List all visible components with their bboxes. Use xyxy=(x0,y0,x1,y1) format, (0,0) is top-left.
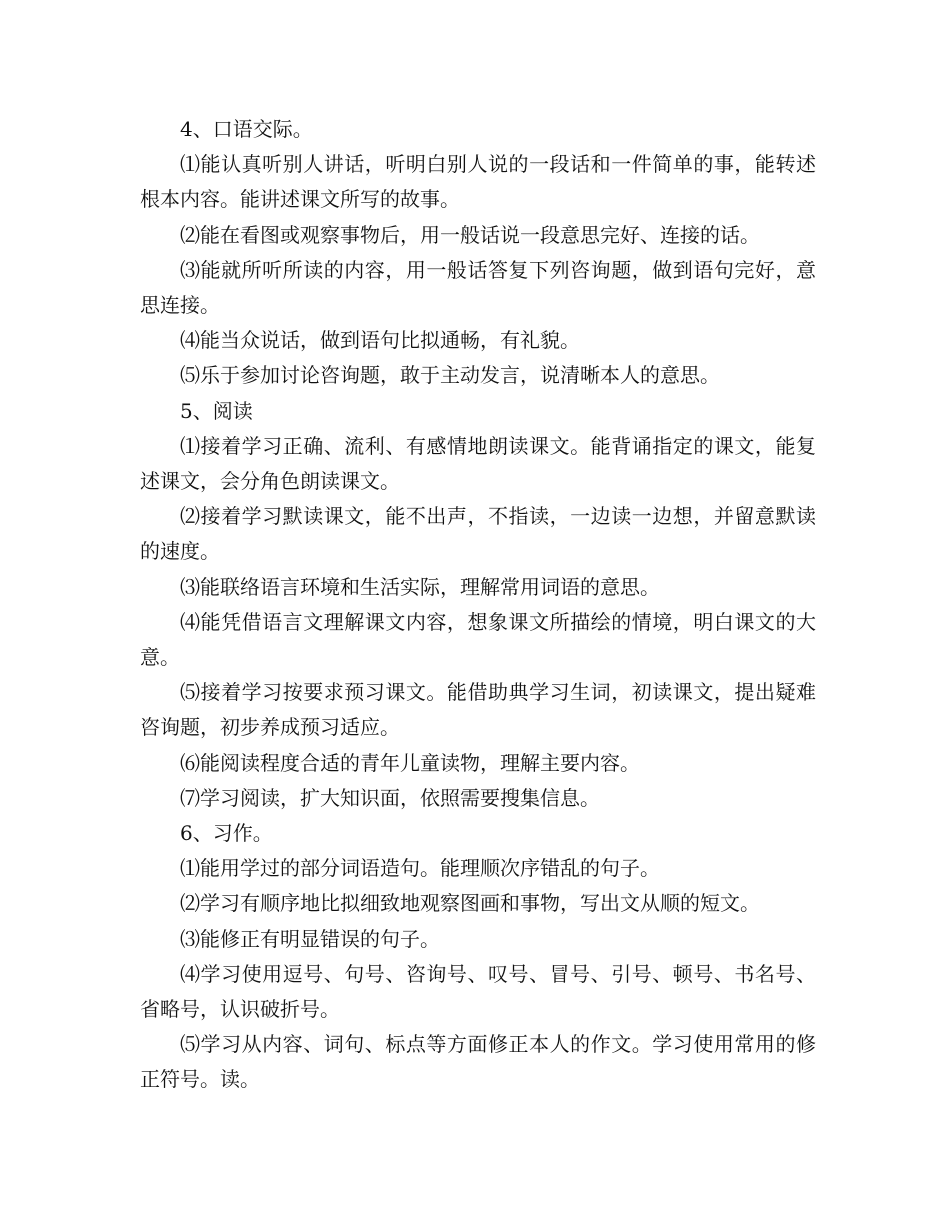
paragraph: ⑷能当众说话，做到语句比拟通畅，有礼貌。 xyxy=(180,328,580,353)
paragraph: ⑵学习有顺序地比拟细致地观察图画和事物，写出文从顺的短文。 xyxy=(180,891,760,916)
paragraph: ⑸学习从内容、词句、标点等方面修正本人的作文。学习使用常用的修正符号。读。 xyxy=(140,1032,816,1092)
document-body xyxy=(140,112,816,1098)
paragraph: ⑶能修正有明显错误的句子。 xyxy=(180,926,440,951)
paragraph: ⑴接着学习正确、流利、有感情地朗读课文。能背诵指定的课文，能复述课文，会分角色朗读课文。 xyxy=(140,433,816,494)
paragraph: ⑷能凭借语言文理解课文内容，想象课文所描绘的情境，明白课文的大意。 xyxy=(140,609,816,670)
paragraph: ⑸乐于参加讨论咨询题，敢于主动发言，说清晰本人的意思。 xyxy=(180,363,720,388)
paragraph: ⑶能就所听所读的内容，用一般话答复下列咨询题，做到语句完好，意思连接。 xyxy=(140,257,816,318)
paragraph: ⑵能在看图或观察事物后，用一般话说一段意思完好、连接的话。 xyxy=(180,222,760,247)
heading-reading: 5、阅读 xyxy=(180,398,253,423)
paragraph: ⑴能用学过的部分词语造句。能理顺次序错乱的句子。 xyxy=(180,856,660,881)
paragraph: ⑸接着学习按要求预习课文。能借助典学习生词，初读课文，提出疑难咨询题，初步养成预习适应。 xyxy=(140,680,816,740)
heading-oral-communication: 4、口语交际。 xyxy=(180,117,313,141)
paragraph: ⑷学习使用逗号、句号、咨询号、叹号、冒号、引号、顿号、书名号、省略号，认识破折号。 xyxy=(140,961,816,1022)
paragraph: ⑵接着学习默读课文，能不出声，不指读，一边读一边想，并留意默读的速度。 xyxy=(140,504,816,564)
paragraph: ⑴能认真听别人讲话，听明白别人说的一段话和一件简单的事，能转述根本内容。能讲述课文所写的故事。 xyxy=(140,152,816,212)
paragraph: ⑶能联络语言环境和生活实际，理解常用词语的意思。 xyxy=(180,574,660,599)
paragraph: ⑺学习阅读，扩大知识面，依照需要搜集信息。 xyxy=(180,785,600,810)
heading-writing: 6、习作。 xyxy=(180,821,273,846)
paragraph: ⑹能阅读程度合适的青年儿童读物，理解主要内容。 xyxy=(180,750,640,775)
